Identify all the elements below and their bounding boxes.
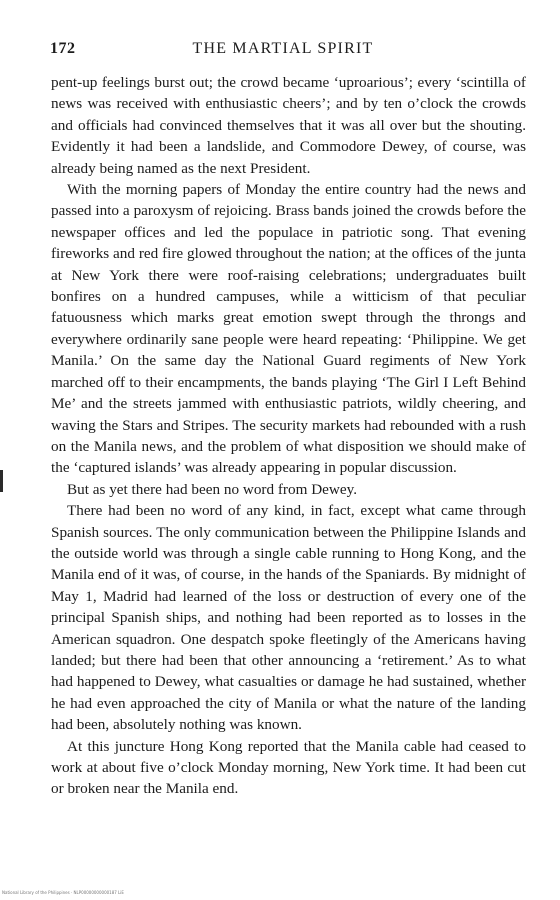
running-title: THE MARTIAL SPIRIT — [192, 40, 374, 57]
paragraph: At this juncture Hong Kong reported that the Manila cable had ceased to work at about five o’clock Monday morning, New York time. It had been cut or broken near the Manila end. — [51, 737, 526, 798]
library-stamp: National Library of the Philippines · NLP00000000000187 LiE — [2, 890, 124, 895]
body-text — [51, 72, 526, 800]
scan-edge-mark — [0, 470, 3, 492]
paragraph: With the morning papers of Monday the entire country had the news and passed into a paroxysm of rejoicing. Brass bands joined the crowds before the newspaper offices and led the populace in patriotic song. That evening fireworks and red fire glowed throughout the nation; at the offices of the junta at New York there were roof-raising celebrations; undergraduates built bonfires on a hundred campuses, while a witticism of that peculiar fatuousness which marks great emotion swept through the throngs and everywhere ordinarily sane people were heard repeating: ‘Philippine. We get Manila.’ On the same day the National Guard regiments of New York marched off to their encampments, the bands playing ‘The Girl I Left Behind Me’ and the streets jammed with enthusiastic patriots, wildly cheering, and waving the Stars and Stripes. The security markets had rebounded with a rush on the Manila news, and the problem of what disposition we should make of the ‘captured islands’ was already appearing in popular discussion. — [51, 181, 526, 477]
running-head — [50, 40, 516, 64]
page-number: 172 — [50, 40, 76, 57]
paragraph: But as yet there had been no word from Dewey. — [67, 480, 358, 498]
paragraph: There had been no word of any kind, in fact, except what came through Spanish sources. The only communication between the Philippine Islands and the outside world was through a single cable running to Hong Kong, and the Manila end of it was, of course, in the hands of the Spaniards. By midnight of May 1, Madrid had learned of the loss or destruction of every one of the principal Spanish ships, and nothing had been reported as to losses in the American squadron. One despatch spoke fleetingly of the Americans having landed; but there had been that other announcing a ‘retirement.’ As to what had happened to Dewey, what casualties or damage he had sustained, whether he had even approached the city of Manila or what the nature of the landing had been, absolutely nothing was known. — [51, 502, 526, 734]
paragraph-continued: pent-up feelings burst out; the crowd became ‘uproarious’; every ‘scintilla of news was received with enthusiastic cheers’; and by ten o’clock the crowds and officials had convinced themselves that it was all over but the shouting. Evidently it had been a landslide, and Commodore Dewey, of course, was already being named as the next President. — [51, 74, 526, 177]
